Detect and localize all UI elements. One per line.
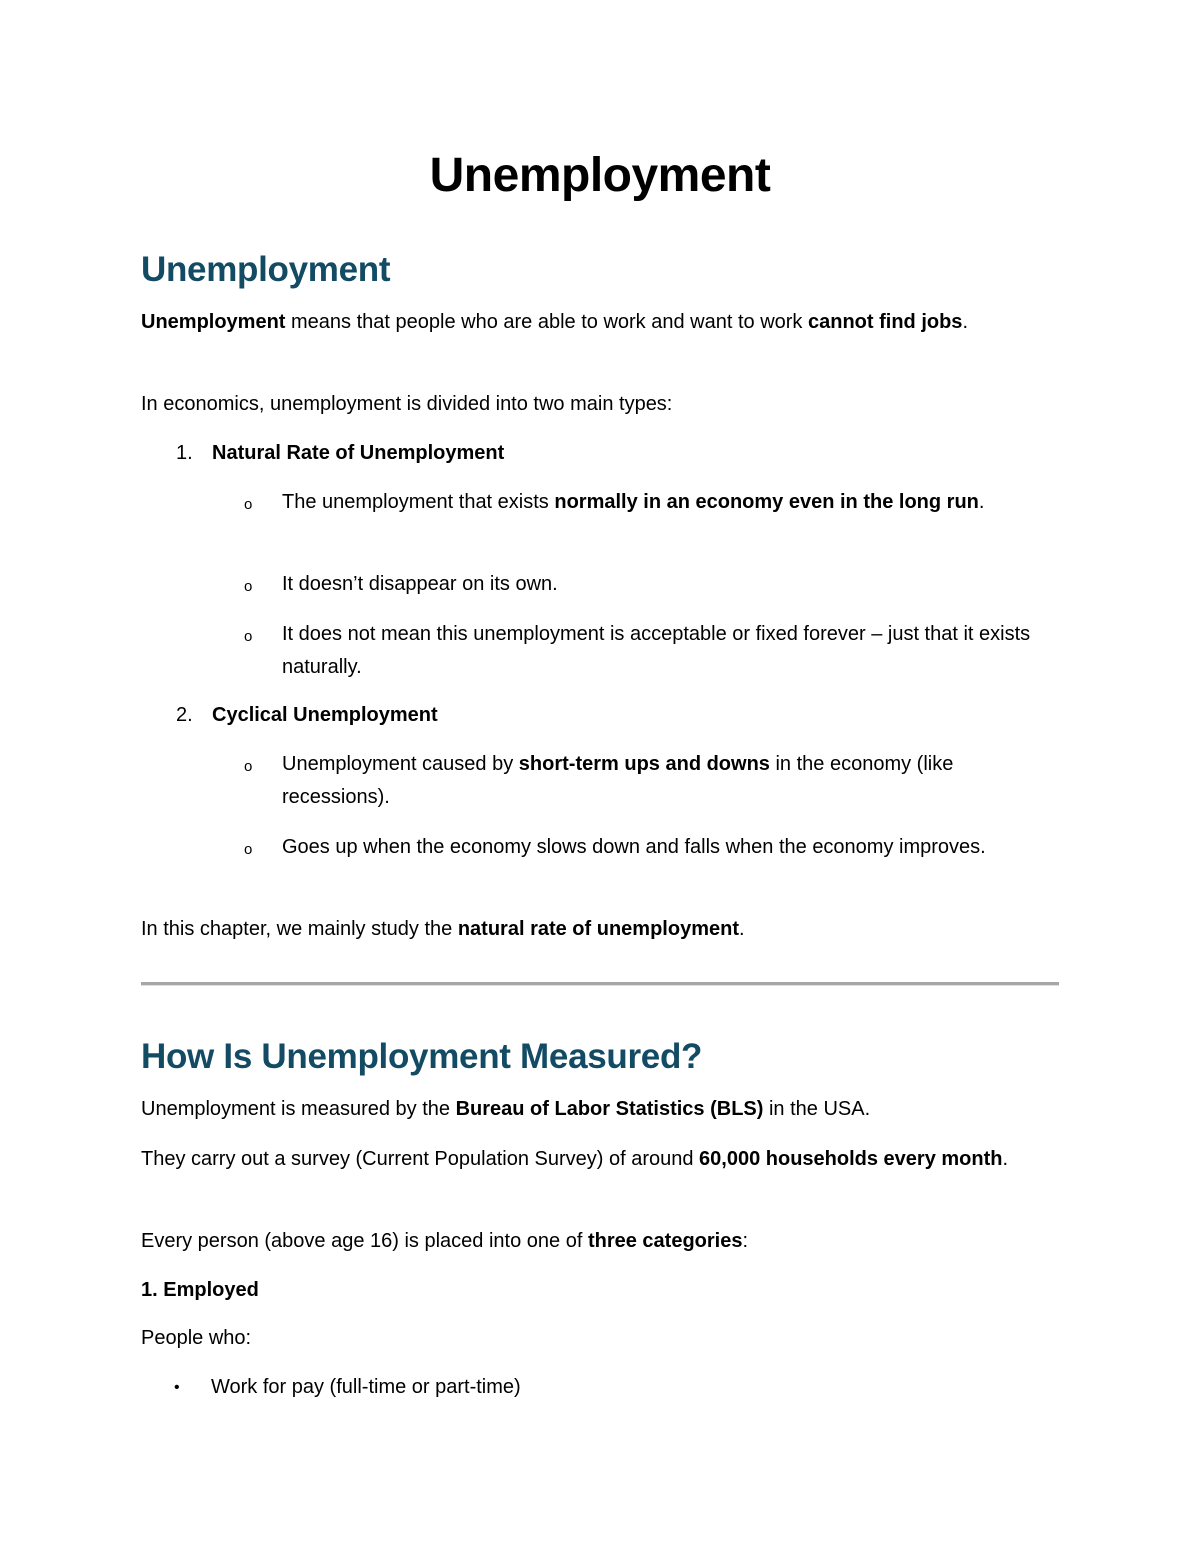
category-intro: People who: xyxy=(141,1327,252,1349)
list-item: Work for pay (full-time or part-time) xyxy=(211,1376,521,1398)
section-heading-measurement: How Is Unemployment Measured? xyxy=(141,1037,703,1076)
list-item: It does not mean this unemployment is acceptable or fixed forever – just that it exists naturally. xyxy=(282,623,1031,678)
sub-bullet-marker: o xyxy=(244,578,253,595)
sub-bullet-marker: o xyxy=(244,758,253,775)
horizontal-divider xyxy=(141,982,1059,986)
bls-paragraph: Unemployment is measured by the Bureau of Labor Statistics (BLS) in the USA. xyxy=(141,1098,871,1120)
sub-bullet-marker: o xyxy=(244,496,253,513)
list-item: Unemployment caused by short-term ups and downs in the economy (like recessions). xyxy=(282,753,954,808)
types-intro-paragraph: In economics, unemployment is divided into two main types: xyxy=(141,393,673,415)
type-label-cyclical: Cyclical Unemployment xyxy=(212,704,438,726)
sub-bullet-marker: o xyxy=(244,841,253,858)
bullet-marker: • xyxy=(174,1379,180,1396)
definition-paragraph: Unemployment means that people who are able to work and want to work cannot find jobs. xyxy=(141,311,968,333)
definition-term: Unemployment xyxy=(141,311,286,333)
type-number: 1. xyxy=(176,442,193,464)
category-heading-employed: 1. Employed xyxy=(141,1279,259,1301)
sub-bullet-marker: o xyxy=(244,628,253,645)
document-title: Unemployment xyxy=(429,149,771,202)
type-number: 2. xyxy=(176,704,193,726)
list-item: Goes up when the economy slows down and falls when the economy improves. xyxy=(282,836,986,858)
survey-paragraph: They carry out a survey (Current Population Survey) of around 60,000 households every month. xyxy=(141,1148,1009,1170)
list-item: It doesn’t disappear on its own. xyxy=(282,573,558,595)
type-label-natural-rate: Natural Rate of Unemployment xyxy=(212,442,505,464)
categories-paragraph: Every person (above age 16) is placed into one of three categories: xyxy=(141,1230,749,1252)
closing-paragraph: In this chapter, we mainly study the natural rate of unemployment. xyxy=(141,918,745,940)
list-item: The unemployment that exists normally in an economy even in the long run. xyxy=(282,491,985,513)
section-heading-unemployment: Unemployment xyxy=(141,250,391,289)
